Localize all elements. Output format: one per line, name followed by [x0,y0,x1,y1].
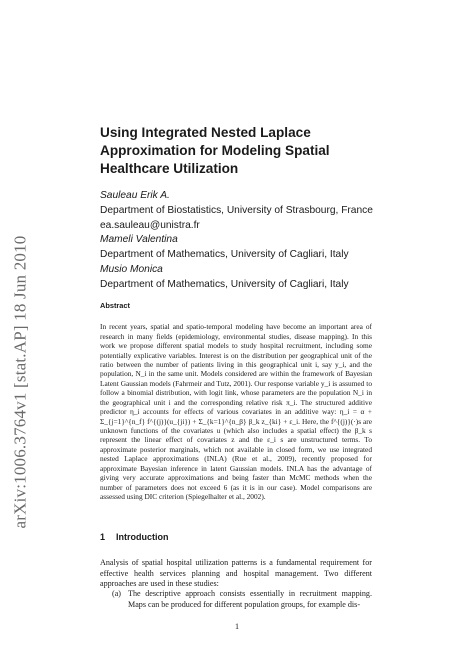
arxiv-stamp [5,182,35,582]
author-affiliation: Department of Biostatistics, University of Strasbourg, France [100,204,373,216]
section-heading [100,532,169,542]
page-number: 1 [234,622,240,631]
list-item: The descriptive approach consists essentially in recruitment mapping. Maps can be produced for different population groups, for example dis- [128,589,372,609]
list-marker: (a) [112,589,121,598]
approach-list [112,589,372,610]
author-affiliation: Department of Mathematics, University of Cagliari, Italy [100,249,349,261]
section-title: Introduction [116,532,169,542]
author-name: Sauleau Erik A. [100,190,170,201]
author-affiliation: Department of Mathematics, University of Cagliari, Italy [100,278,349,290]
author-name: Mameli Valentina [100,234,178,246]
abstract-text: In recent years, spatial and spatio-temporal modeling have become an important area of research in many fields (epidemiology, environmental studies, disease mapping). In this work we propose different spatial models to study hospital recruitment, including some potentially explicative variables. Interest is on the distribution per geographical unit of the ratio between the number of patients living in this geographical unit i, say y_i, and the population, N_i in the same unit. Models considered are within the framework of Bayesian Latent Gaussian models (Fahrmeir and Tutz, 2001). Our response variable y_i is assumed to follow a binomial distribution, with logit link, whose parameters are the population N_i in the geographical unit i and the corresponding relative risk π_i. The structured additive predictor η_i accounts for effects of various covariates in an additive way: η_i = α + Σ_{j=1}^{n_f} f^{(j)}(u_{ji}) + Σ_{k=1}^{n_β} β_k z_{ki} + ε_i. Here, the f^{(j)}(·)s are unknown functions of the covariates u (which also includes a spatial effect) the β_k s represent the linear effect of covariates z and the ε_i s are unstructured terms. To approximate posterior marginals, which not available in closed form, we use integrated nested Laplace approximations (INLA) (Rue et al., 2009), recently proposed for approximate Bayesian inference in latent Gaussian models. INLA has the advantage of giving very accurate approximations and being faster than McMC methods when the number of parameters does not exceed 6 (as it is in our case). Model comparisons are assessed using DIC criterion (Spiegelhalter et al., 2002). [100,322,372,501]
section-number: 1 [100,532,106,542]
author-email: ea.sauleau@unistra.fr [100,219,200,231]
intro-paragraph: Analysis of spatial hospital utilization patterns is a fundamental requirement for effective health services planning and hospital management. Two different approaches are used in these studies: [100,558,372,589]
author-name: Musio Monica [100,263,163,275]
paper-title: Using Integrated Nested Laplace Approximation for Modeling Spatial Healthcare Utilization [100,125,330,176]
arxiv-identifier: arXiv:1006.3764v1 [stat.AP] 18 Jun 2010 [10,235,30,529]
author-block [100,189,400,293]
abstract-heading: Abstract [100,301,130,310]
